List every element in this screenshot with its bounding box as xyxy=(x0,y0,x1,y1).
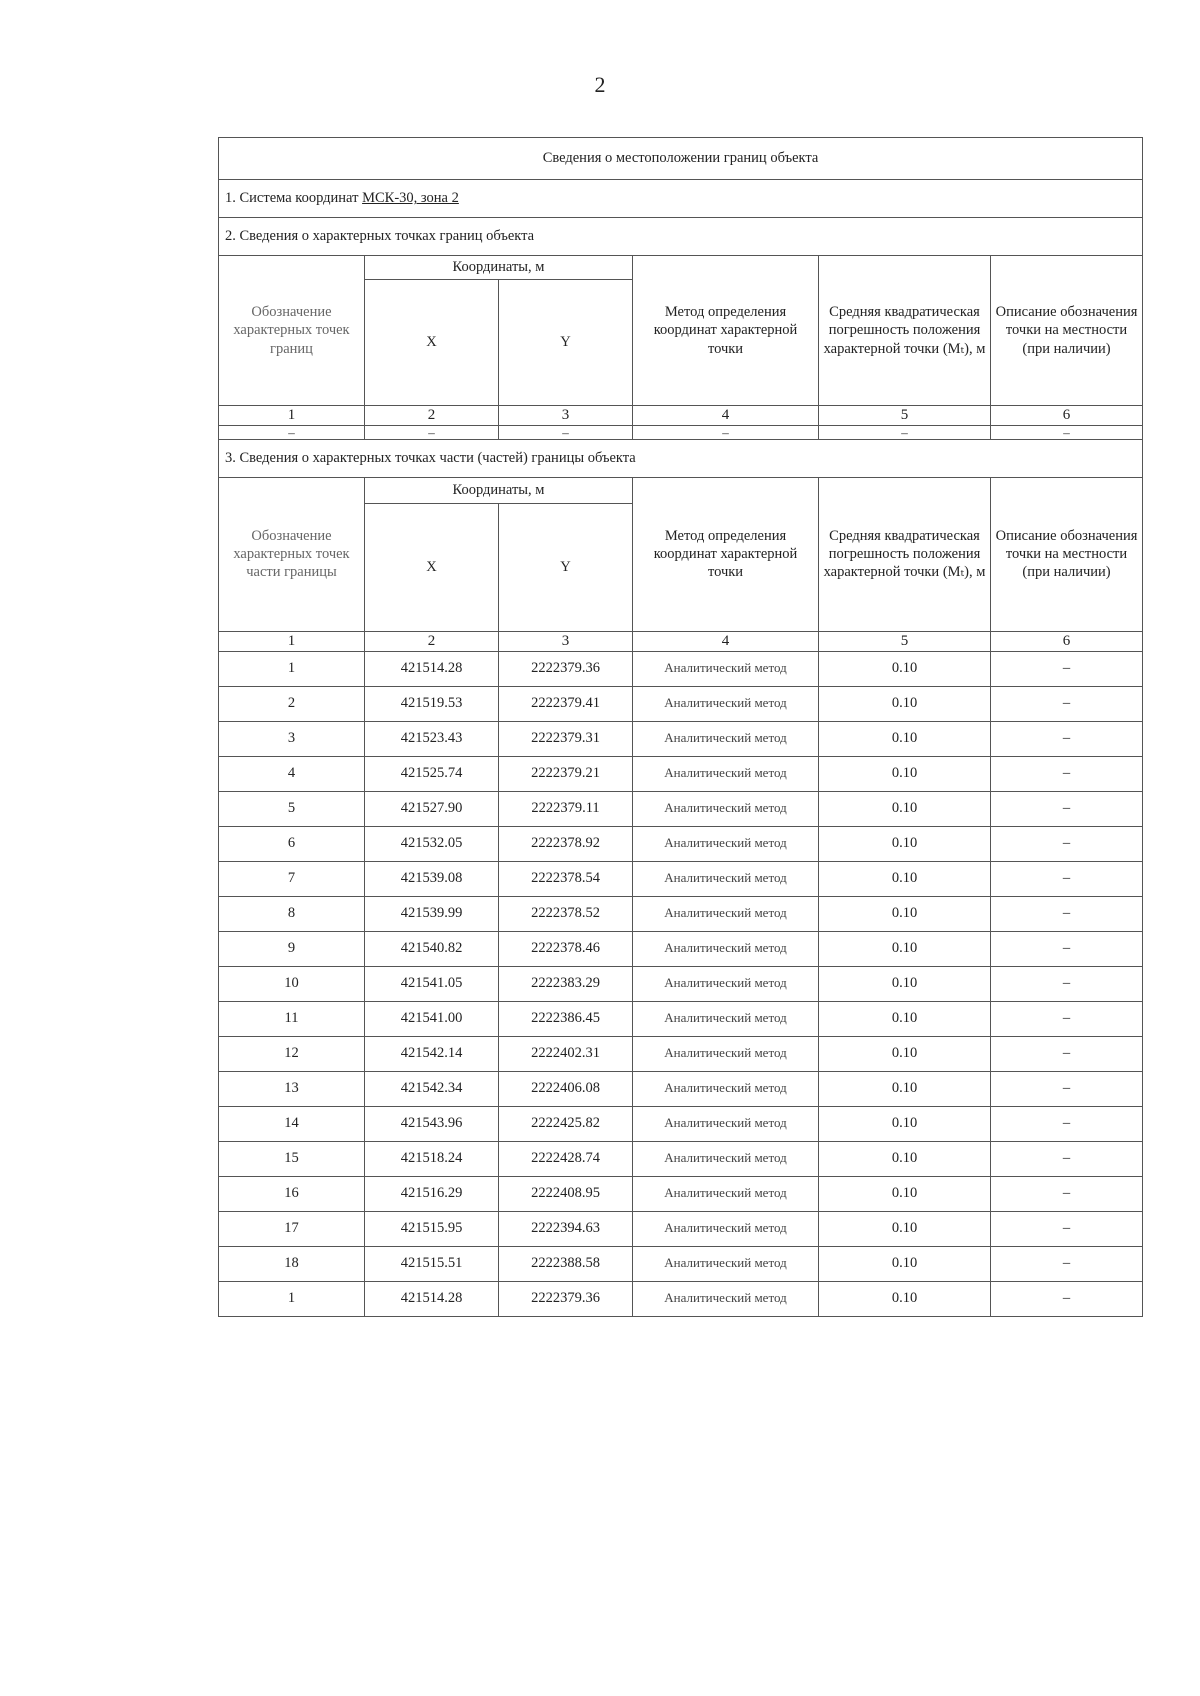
error-cell: 0.10 xyxy=(819,1176,991,1211)
error-cell: 0.10 xyxy=(819,826,991,861)
s2-col-number: 3 xyxy=(499,406,633,426)
error-cell: 0.10 xyxy=(819,1036,991,1071)
point-number-cell: 15 xyxy=(219,1141,365,1176)
s3-header-method: Метод определения координат характерной точки xyxy=(633,477,819,631)
point-number-cell: 12 xyxy=(219,1036,365,1071)
y-coordinate-cell: 2222383.29 xyxy=(499,966,633,1001)
y-coordinate-cell: 2222425.82 xyxy=(499,1106,633,1141)
y-coordinate-cell: 2222428.74 xyxy=(499,1141,633,1176)
method-cell: Аналитический метод xyxy=(633,1141,819,1176)
s3-col-number: 1 xyxy=(219,631,365,651)
error-cell: 0.10 xyxy=(819,686,991,721)
y-coordinate-cell: 2222386.45 xyxy=(499,1001,633,1036)
coordinate-system-value: МСК-30, зона 2 xyxy=(362,190,459,207)
description-cell: – xyxy=(991,791,1143,826)
method-cell: Аналитический метод xyxy=(633,1106,819,1141)
x-coordinate-cell: 421542.14 xyxy=(365,1036,499,1071)
error-cell: 0.10 xyxy=(819,1106,991,1141)
description-cell: – xyxy=(991,861,1143,896)
y-coordinate-cell: 2222406.08 xyxy=(499,1071,633,1106)
table-row xyxy=(219,1001,1143,1036)
section2-title: 2. Сведения о характерных точках границ объекта xyxy=(219,218,1143,256)
s2-empty-row xyxy=(219,425,1143,439)
error-cell: 0.10 xyxy=(819,1246,991,1281)
y-coordinate-cell: 2222379.36 xyxy=(499,1281,633,1316)
table-row xyxy=(219,1246,1143,1281)
s2-col-number: 2 xyxy=(365,406,499,426)
table-row xyxy=(219,651,1143,686)
table-row xyxy=(219,721,1143,756)
error-cell: 0.10 xyxy=(819,1281,991,1316)
y-coordinate-cell: 2222402.31 xyxy=(499,1036,633,1071)
s2-col-number: 1 xyxy=(219,406,365,426)
x-coordinate-cell: 421527.90 xyxy=(365,791,499,826)
x-coordinate-cell: 421515.95 xyxy=(365,1211,499,1246)
table-row xyxy=(219,1071,1143,1106)
point-number-cell: 5 xyxy=(219,791,365,826)
s3-header-designation: Обозначение характерных точек части границы xyxy=(219,477,365,631)
error-cell: 0.10 xyxy=(819,896,991,931)
method-cell: Аналитический метод xyxy=(633,826,819,861)
s2-header-method: Метод определения координат характерной точки xyxy=(633,256,819,406)
s3-col-number: 4 xyxy=(633,631,819,651)
point-number-cell: 14 xyxy=(219,1106,365,1141)
s3-col-number: 3 xyxy=(499,631,633,651)
description-cell: – xyxy=(991,756,1143,791)
error-cell: 0.10 xyxy=(819,756,991,791)
point-number-cell: 6 xyxy=(219,826,365,861)
page-number: 2 xyxy=(594,72,606,97)
table-row xyxy=(219,896,1143,931)
point-number-cell: 7 xyxy=(219,861,365,896)
method-cell: Аналитический метод xyxy=(633,721,819,756)
x-coordinate-cell: 421539.99 xyxy=(365,896,499,931)
method-cell: Аналитический метод xyxy=(633,1281,819,1316)
table-row xyxy=(219,1106,1143,1141)
point-number-cell: 10 xyxy=(219,966,365,1001)
description-cell: – xyxy=(991,896,1143,931)
point-number-cell: 2 xyxy=(219,686,365,721)
s2-header-designation: Обозначение характерных точек границ xyxy=(219,256,365,406)
point-number-cell: 16 xyxy=(219,1176,365,1211)
table-title: Сведения о местоположении границ объекта xyxy=(219,138,1143,180)
error-cell: 0.10 xyxy=(819,721,991,756)
s2-empty-cell: – xyxy=(633,425,819,439)
description-cell: – xyxy=(991,721,1143,756)
s2-empty-cell: – xyxy=(499,425,633,439)
method-cell: Аналитический метод xyxy=(633,896,819,931)
point-number-cell: 17 xyxy=(219,1211,365,1246)
error-cell: 0.10 xyxy=(819,1001,991,1036)
s2-empty-cell: – xyxy=(365,425,499,439)
x-coordinate-cell: 421541.00 xyxy=(365,1001,499,1036)
table-row xyxy=(219,686,1143,721)
point-number-cell: 1 xyxy=(219,1281,365,1316)
coordinate-system-label: 1. Система координат xyxy=(225,190,363,207)
table-row xyxy=(219,826,1143,861)
point-number-cell: 8 xyxy=(219,896,365,931)
x-coordinate-cell: 421515.51 xyxy=(365,1246,499,1281)
y-coordinate-cell: 2222378.92 xyxy=(499,826,633,861)
table-row xyxy=(219,931,1143,966)
boundary-info-table xyxy=(218,137,1143,1317)
y-coordinate-cell: 2222379.21 xyxy=(499,756,633,791)
method-cell: Аналитический метод xyxy=(633,1071,819,1106)
error-cell: 0.10 xyxy=(819,1141,991,1176)
method-cell: Аналитический метод xyxy=(633,1176,819,1211)
description-cell: – xyxy=(991,1071,1143,1106)
description-cell: – xyxy=(991,1246,1143,1281)
description-cell: – xyxy=(991,651,1143,686)
error-cell: 0.10 xyxy=(819,791,991,826)
point-number-cell: 9 xyxy=(219,931,365,966)
x-coordinate-cell: 421543.96 xyxy=(365,1106,499,1141)
y-coordinate-cell: 2222378.46 xyxy=(499,931,633,966)
method-cell: Аналитический метод xyxy=(633,966,819,1001)
description-cell: – xyxy=(991,826,1143,861)
method-cell: Аналитический метод xyxy=(633,756,819,791)
point-number-cell: 18 xyxy=(219,1246,365,1281)
y-coordinate-cell: 2222388.58 xyxy=(499,1246,633,1281)
x-coordinate-cell: 421518.24 xyxy=(365,1141,499,1176)
error-cell: 0.10 xyxy=(819,651,991,686)
y-coordinate-cell: 2222379.36 xyxy=(499,651,633,686)
description-cell: – xyxy=(991,1001,1143,1036)
x-coordinate-cell: 421542.34 xyxy=(365,1071,499,1106)
s2-empty-cell: – xyxy=(219,425,365,439)
s2-header-description: Описание обозначения точки на местности (при наличии) xyxy=(991,256,1143,406)
coordinate-system-row xyxy=(219,180,1143,218)
y-coordinate-cell: 2222379.31 xyxy=(499,721,633,756)
s3-header-description: Описание обозначения точки на местности (при наличии) xyxy=(991,477,1143,631)
method-cell: Аналитический метод xyxy=(633,686,819,721)
s3-col-number: 5 xyxy=(819,631,991,651)
y-coordinate-cell: 2222378.54 xyxy=(499,861,633,896)
table-row xyxy=(219,756,1143,791)
s3-col-number: 2 xyxy=(365,631,499,651)
x-coordinate-cell: 421532.05 xyxy=(365,826,499,861)
description-cell: – xyxy=(991,1036,1143,1071)
method-cell: Аналитический метод xyxy=(633,1001,819,1036)
table-row xyxy=(219,1176,1143,1211)
y-coordinate-cell: 2222378.52 xyxy=(499,896,633,931)
y-coordinate-cell: 2222408.95 xyxy=(499,1176,633,1211)
description-cell: – xyxy=(991,931,1143,966)
s2-column-numbers xyxy=(219,406,1143,426)
s2-header-error: Средняя квадратическая погрешность положения характерной точки (Mₜ), м xyxy=(819,256,991,406)
error-cell: 0.10 xyxy=(819,1211,991,1246)
s2-header-coords: Координаты, м xyxy=(365,256,633,280)
method-cell: Аналитический метод xyxy=(633,791,819,826)
table-row xyxy=(219,1211,1143,1246)
y-coordinate-cell: 2222379.11 xyxy=(499,791,633,826)
table-row xyxy=(219,791,1143,826)
method-cell: Аналитический метод xyxy=(633,931,819,966)
error-cell: 0.10 xyxy=(819,931,991,966)
s2-header-y: Y xyxy=(499,280,633,406)
s3-header-coords: Координаты, м xyxy=(365,477,633,503)
x-coordinate-cell: 421539.08 xyxy=(365,861,499,896)
s3-header-y: Y xyxy=(499,503,633,631)
method-cell: Аналитический метод xyxy=(633,1036,819,1071)
method-cell: Аналитический метод xyxy=(633,1211,819,1246)
description-cell: – xyxy=(991,966,1143,1001)
x-coordinate-cell: 421523.43 xyxy=(365,721,499,756)
s2-col-number: 4 xyxy=(633,406,819,426)
description-cell: – xyxy=(991,1141,1143,1176)
table-row xyxy=(219,1281,1143,1316)
point-number-cell: 11 xyxy=(219,1001,365,1036)
s2-empty-cell: – xyxy=(991,425,1143,439)
x-coordinate-cell: 421519.53 xyxy=(365,686,499,721)
description-cell: – xyxy=(991,1281,1143,1316)
s2-empty-cell: – xyxy=(819,425,991,439)
s3-col-number: 6 xyxy=(991,631,1143,651)
error-cell: 0.10 xyxy=(819,966,991,1001)
s3-header-x: X xyxy=(365,503,499,631)
description-cell: – xyxy=(991,1211,1143,1246)
x-coordinate-cell: 421514.28 xyxy=(365,1281,499,1316)
x-coordinate-cell: 421541.05 xyxy=(365,966,499,1001)
description-cell: – xyxy=(991,686,1143,721)
s2-col-number: 5 xyxy=(819,406,991,426)
y-coordinate-cell: 2222394.63 xyxy=(499,1211,633,1246)
s2-header-x: X xyxy=(365,280,499,406)
method-cell: Аналитический метод xyxy=(633,1246,819,1281)
section3-title: 3. Сведения о характерных точках части (частей) границы объекта xyxy=(219,439,1143,477)
point-number-cell: 1 xyxy=(219,651,365,686)
x-coordinate-cell: 421516.29 xyxy=(365,1176,499,1211)
point-number-cell: 13 xyxy=(219,1071,365,1106)
point-number-cell: 4 xyxy=(219,756,365,791)
table-row xyxy=(219,861,1143,896)
x-coordinate-cell: 421514.28 xyxy=(365,651,499,686)
table-row xyxy=(219,966,1143,1001)
x-coordinate-cell: 421525.74 xyxy=(365,756,499,791)
y-coordinate-cell: 2222379.41 xyxy=(499,686,633,721)
error-cell: 0.10 xyxy=(819,861,991,896)
description-cell: – xyxy=(991,1176,1143,1211)
description-cell: – xyxy=(991,1106,1143,1141)
s2-col-number: 6 xyxy=(991,406,1143,426)
table-row xyxy=(219,1036,1143,1071)
method-cell: Аналитический метод xyxy=(633,651,819,686)
point-number-cell: 3 xyxy=(219,721,365,756)
table-row xyxy=(219,1141,1143,1176)
error-cell: 0.10 xyxy=(819,1071,991,1106)
s3-header-error: Средняя квадратическая погрешность положения характерной точки (Mₜ), м xyxy=(819,477,991,631)
x-coordinate-cell: 421540.82 xyxy=(365,931,499,966)
method-cell: Аналитический метод xyxy=(633,861,819,896)
s3-column-numbers xyxy=(219,631,1143,651)
